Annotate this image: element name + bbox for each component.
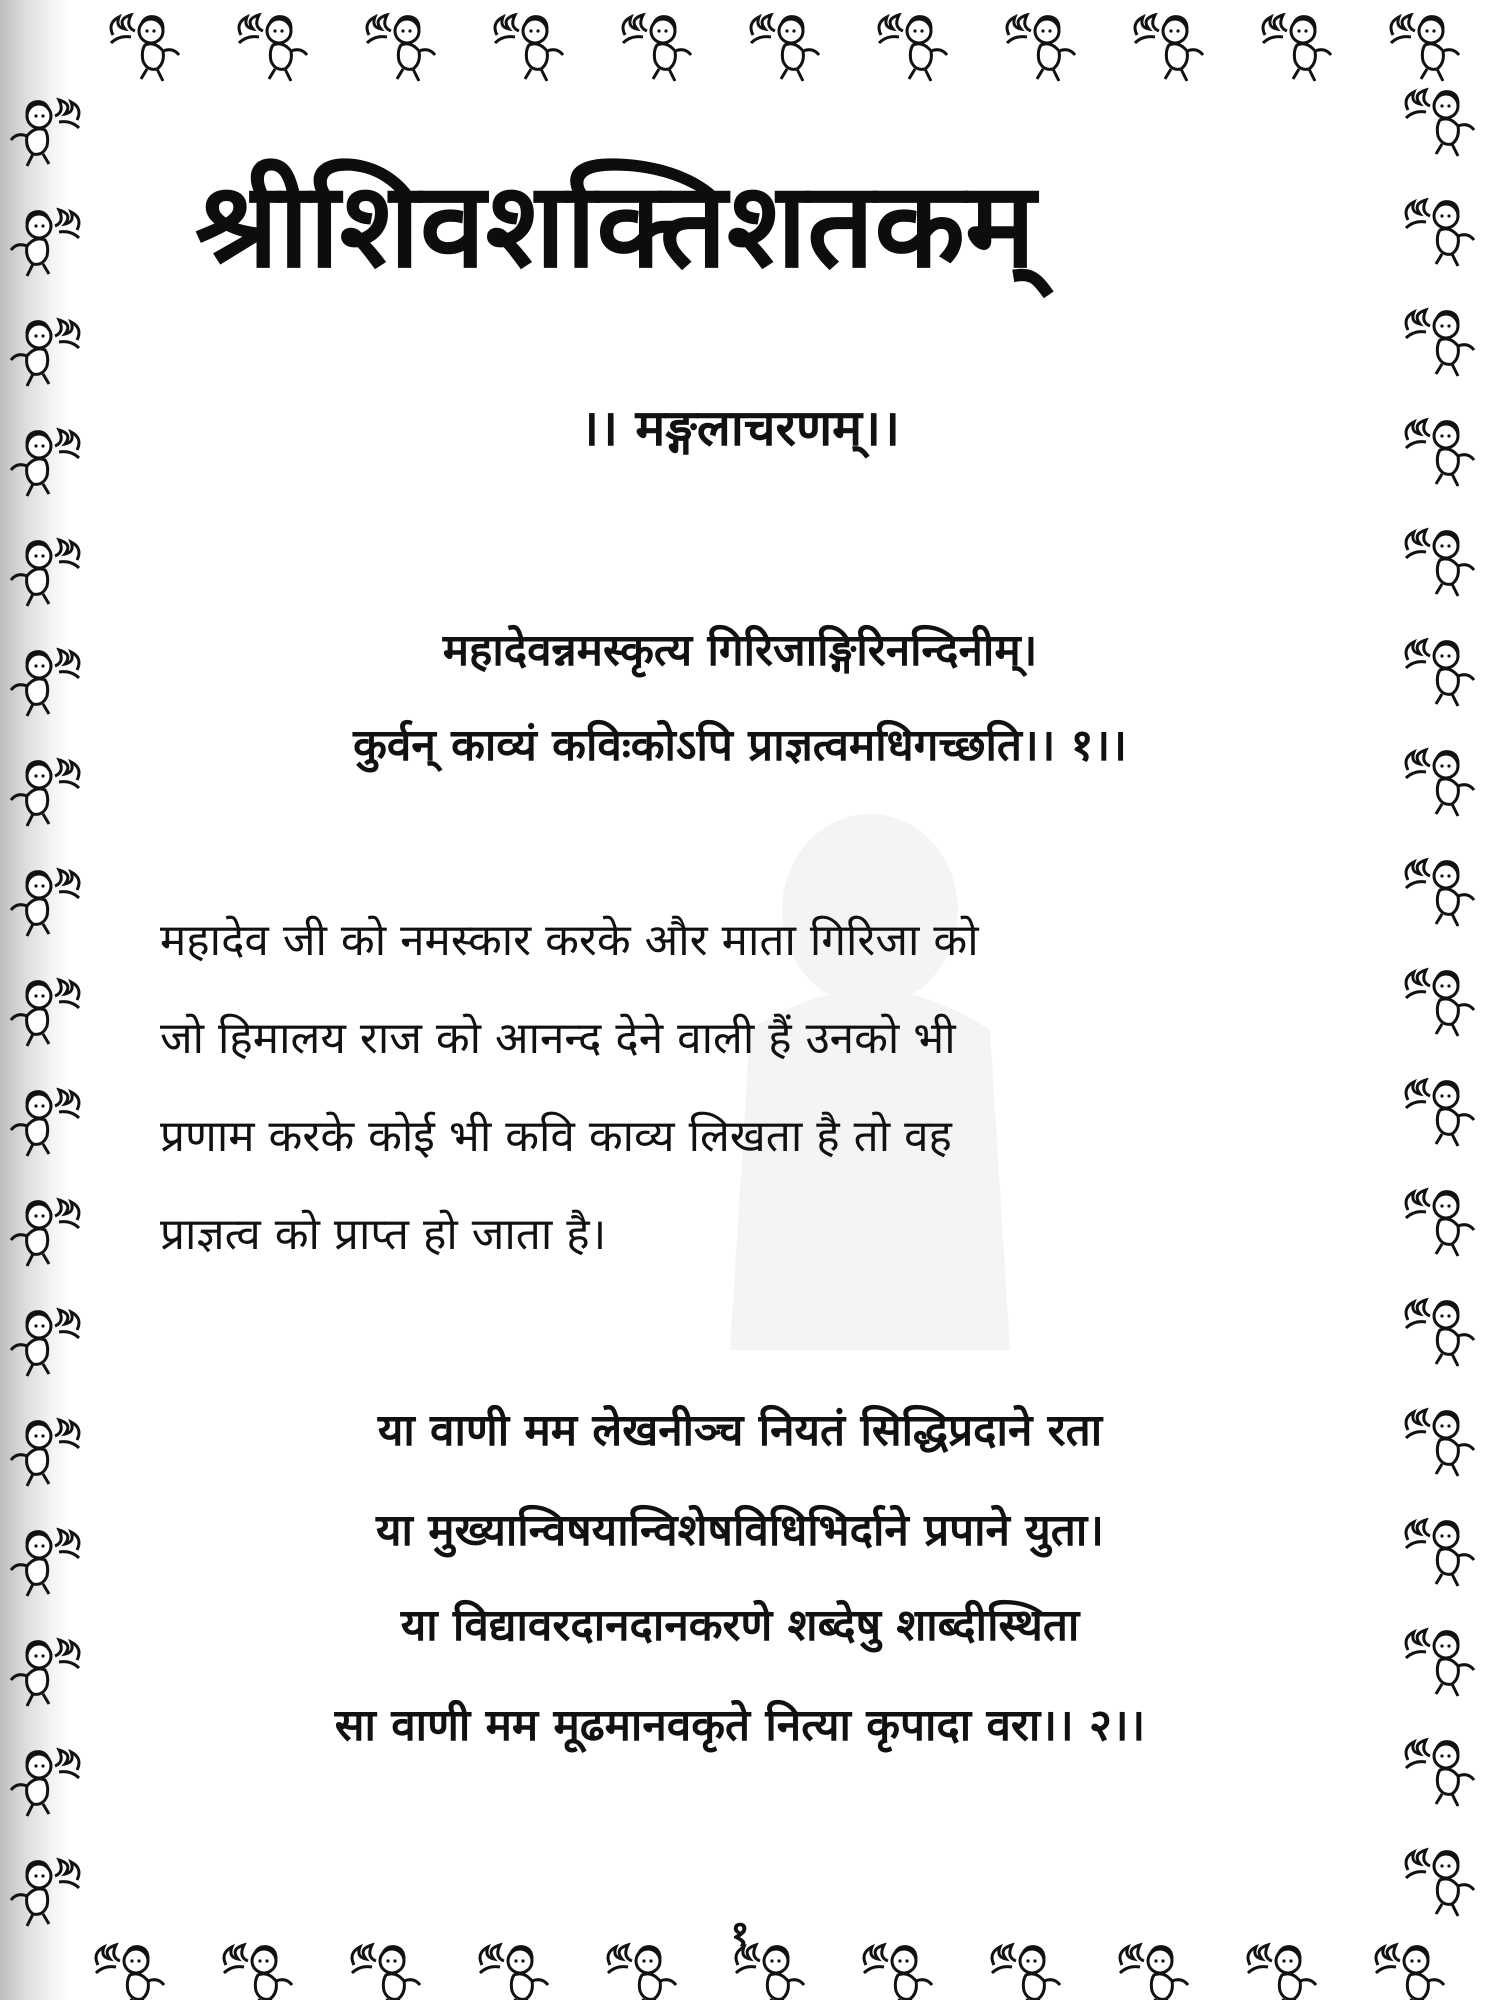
verse1-line-1: महादेवन्नमस्कृत्य गिरिजाङ्गिरिनन्दिनीम्।	[442, 625, 1038, 676]
cherub-icon	[5, 1520, 85, 1600]
faint-background-figure	[660, 790, 1080, 1350]
right-border	[1380, 80, 1500, 1950]
page-number: १	[730, 1914, 750, 1955]
cherub-icon	[5, 750, 85, 830]
cherub-icon	[1400, 1290, 1480, 1370]
cherub-icon	[5, 860, 85, 940]
cherub-icon	[5, 640, 85, 720]
cherub-icon	[5, 530, 85, 610]
cherub-icon	[5, 970, 85, 1050]
left-border	[0, 90, 100, 1950]
cherub-icon	[1400, 1400, 1480, 1480]
cherub-icon	[1400, 740, 1480, 820]
cherub-icon	[1400, 1180, 1480, 1260]
cherub-icon	[1400, 1070, 1480, 1150]
cherub-icon	[5, 1300, 85, 1380]
translation-line-1: महादेव जी को नमस्कार करके और माता गिरिजा को	[160, 915, 979, 966]
cherub-icon	[5, 200, 85, 280]
cherub-icon	[1385, 5, 1465, 85]
cherub-icon	[1400, 410, 1480, 490]
cherub-icon	[5, 1190, 85, 1270]
cherub-icon	[5, 1080, 85, 1160]
translation-line-2: जो हिमालय राज को आनन्द देने वाली हैं उनको भी	[160, 1013, 956, 1064]
page-title: श्रीशिवशक्तिशतकम्	[195, 156, 1036, 294]
translation-line-4: प्राज्ञत्व को प्राप्त हो जाता है।	[160, 1209, 607, 1260]
translation-line-3: प्रणाम करके कोई भी कवि काव्य लिखता है तो वह	[160, 1111, 952, 1162]
cherub-icon	[5, 420, 85, 500]
cherub-icon	[1400, 300, 1480, 380]
verse2-line-4: सा वाणी मम मूढमानवकृते नित्या कृपादा वरा।। २।।	[334, 1700, 1146, 1751]
page	[140, 0, 1380, 2000]
invocation-heading: ।। मङ्गलाचरणम्।।	[580, 399, 900, 457]
cherub-icon	[1400, 520, 1480, 600]
cherub-icon	[5, 1630, 85, 1710]
cherub-icon	[1400, 190, 1480, 270]
cherub-icon	[5, 1740, 85, 1820]
cherub-icon	[1400, 80, 1480, 160]
cherub-icon	[1400, 1840, 1480, 1920]
verse2-line-3: या विद्यावरदानदानकरणे शब्देषु शाब्दीस्थिता	[400, 1600, 1080, 1651]
cherub-icon	[1400, 1730, 1480, 1810]
cherub-icon	[1400, 960, 1480, 1040]
cherub-icon	[5, 90, 85, 170]
verse2-line-1: या वाणी मम लेखनीञ्च नियतं सिद्धिप्रदाने रता	[377, 1405, 1103, 1456]
verse1-line-2: कुर्वन् काव्यं कविःकोऽपि प्राज्ञत्वमधिगच्छति।। १।।	[353, 720, 1127, 771]
cherub-icon	[1400, 630, 1480, 710]
cherub-icon	[1400, 1620, 1480, 1700]
cherub-icon	[1400, 1510, 1480, 1590]
cherub-icon	[5, 1850, 85, 1930]
cherub-icon	[5, 1410, 85, 1490]
cherub-icon	[5, 310, 85, 390]
cherub-icon	[1400, 850, 1480, 930]
verse2-line-2: या मुख्यान्विषयान्विशेषविधिभिर्दाने प्रपाने युता।	[376, 1505, 1104, 1556]
